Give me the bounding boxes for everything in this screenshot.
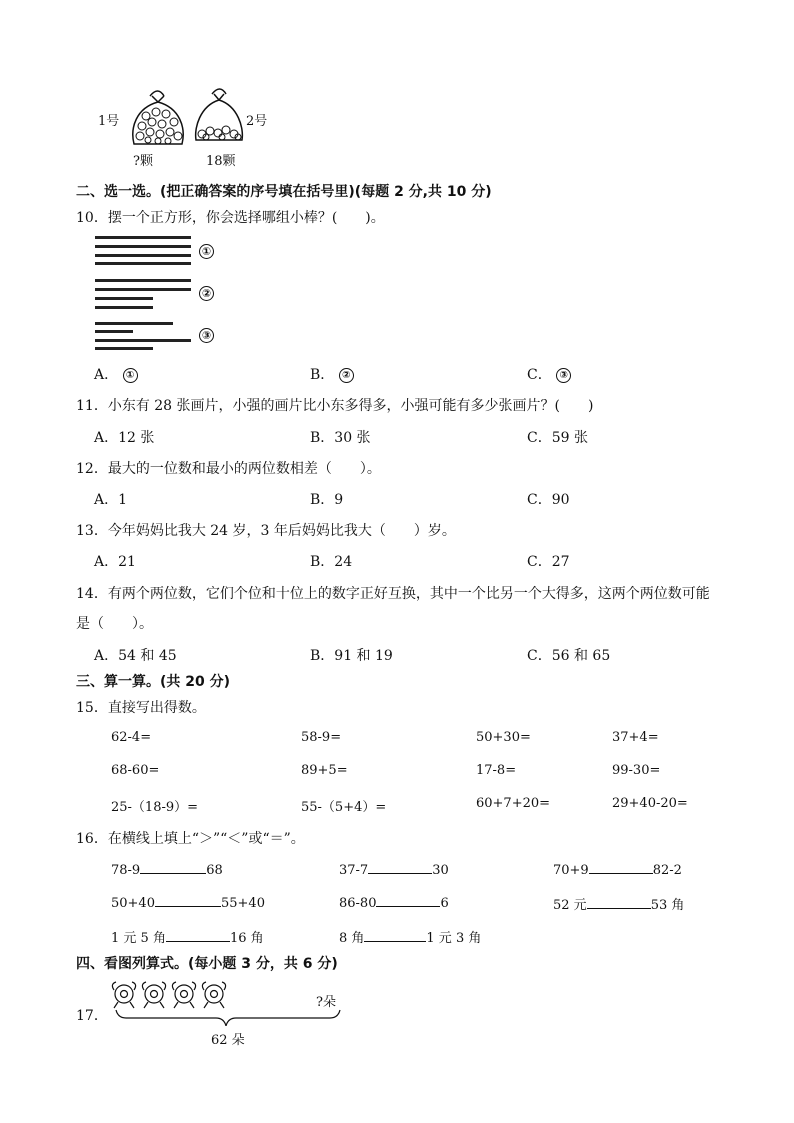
calc-item: 55-（5+4）= — [301, 800, 387, 815]
compare-right: 6 — [440, 896, 449, 911]
q14-option-b[interactable]: B．91 和 19 — [310, 648, 393, 664]
q10-option-a[interactable] — [94, 364, 138, 384]
compare-item — [553, 861, 682, 878]
answer-blank[interactable] — [166, 929, 230, 942]
q14-option-a[interactable]: A．54 和 45 — [94, 648, 177, 664]
q17-number: 17． — [76, 1008, 108, 1024]
compare-left: 37-7 — [339, 863, 369, 878]
q11-option-c[interactable]: C．59 张 — [527, 430, 588, 446]
group-label-2: ② — [199, 286, 214, 301]
bag2-count: 18颗 — [206, 154, 236, 169]
answer-blank[interactable] — [155, 894, 221, 907]
compare-left: 8 角 — [339, 931, 365, 946]
q11-option-b[interactable]: B．30 张 — [310, 430, 371, 446]
compare-item — [339, 894, 449, 911]
bag2-icon — [192, 84, 248, 150]
total-label: 62 朵 — [211, 1033, 245, 1048]
compare-right: 1 元 3 角 — [426, 931, 482, 946]
flower-icon — [202, 982, 225, 1008]
calc-item: 29+40-20= — [612, 796, 688, 811]
q13-option-b[interactable]: B．24 — [310, 554, 353, 570]
answer-blank[interactable] — [589, 861, 653, 874]
calc-item: 58-9= — [301, 730, 342, 745]
bag1-count: ?颗 — [133, 154, 153, 169]
calc-item: 25-（18-9）= — [111, 800, 199, 815]
q12-option-c[interactable]: C．90 — [527, 492, 570, 508]
compare-item — [339, 861, 449, 878]
option-letter: C． — [527, 367, 552, 383]
compare-left: 52 元 — [553, 898, 587, 913]
section2-title: 二、选一选。(把正确答案的序号填在括号里)(每题 2 分,共 10 分) — [76, 184, 492, 200]
compare-right: 55+40 — [220, 896, 265, 911]
calc-item: 62-4= — [111, 730, 152, 745]
option-value: ③ — [556, 368, 571, 383]
compare-item — [339, 927, 481, 946]
bag1-icon — [128, 84, 188, 150]
q14-text-line2: 是（ ）。 — [76, 616, 153, 632]
compare-item — [111, 894, 265, 911]
calc-item: 60+7+20= — [476, 796, 551, 811]
calc-item: 37+4= — [612, 730, 659, 745]
group-label-1: ① — [199, 244, 214, 259]
flower-icon — [142, 982, 165, 1008]
brace — [116, 1010, 340, 1026]
compare-left: 1 元 5 角 — [111, 931, 166, 946]
answer-blank[interactable] — [364, 929, 426, 942]
flower-icon — [112, 982, 135, 1008]
flower-diagram — [108, 980, 348, 1026]
answer-blank[interactable] — [368, 861, 432, 874]
q10-text: 10．摆一个正方形，你会选择哪组小棒？( )。 — [76, 210, 385, 226]
calc-item: 17-8= — [476, 763, 517, 778]
q10-option-b[interactable] — [310, 364, 354, 384]
compare-right: 30 — [432, 863, 449, 878]
calc-item: 99-30= — [612, 763, 661, 778]
option-value: ② — [339, 368, 354, 383]
unknown-label: ?朵 — [316, 995, 336, 1010]
bag2-label: 2号 — [246, 114, 268, 129]
answer-blank[interactable] — [587, 896, 651, 909]
q12-option-a[interactable]: A．1 — [94, 492, 128, 508]
q16-text: 16．在横线上填上“＞”“＜”或“＝”。 — [76, 831, 305, 847]
compare-right: 53 角 — [650, 898, 685, 913]
compare-item — [553, 894, 684, 913]
option-value: ① — [123, 368, 138, 383]
compare-left: 50+40 — [111, 896, 155, 911]
compare-right: 68 — [206, 863, 223, 878]
q15-text: 15．直接写出得数。 — [76, 700, 206, 716]
group-label-3: ③ — [199, 328, 214, 343]
q13-option-c[interactable]: C．27 — [527, 554, 570, 570]
q11-option-a[interactable]: A．12 张 — [94, 430, 155, 446]
answer-blank[interactable] — [376, 894, 440, 907]
compare-item — [111, 861, 223, 878]
compare-left: 78-9 — [111, 863, 141, 878]
section3-title: 三、算一算。(共 20 分) — [76, 674, 231, 690]
q14-text-line1: 14．有两个两位数，它们个位和十位上的数字正好互换，其中一个比另一个大得多，这两个两位数可能 — [76, 586, 710, 602]
answer-blank[interactable] — [140, 861, 206, 874]
option-letter: A． — [94, 367, 119, 383]
q14-option-c[interactable]: C．56 和 65 — [527, 648, 611, 664]
calc-item: 89+5= — [301, 763, 348, 778]
q13-text: 13．今年妈妈比我大 24 岁，3 年后妈妈比我大（ ）岁。 — [76, 523, 456, 539]
compare-left: 70+9 — [553, 863, 589, 878]
option-letter: B． — [310, 367, 335, 383]
q13-option-a[interactable]: A．21 — [94, 554, 136, 570]
compare-right: 82-2 — [652, 863, 682, 878]
calc-item: 50+30= — [476, 730, 531, 745]
calc-item: 68-60= — [111, 763, 160, 778]
q10-option-c[interactable] — [527, 364, 571, 384]
compare-item — [111, 927, 264, 946]
section4-title: 四、看图列算式。(每小题 3 分，共 6 分) — [76, 956, 338, 972]
compare-left: 86-80 — [339, 896, 377, 911]
q12-option-b[interactable]: B．9 — [310, 492, 344, 508]
compare-right: 16 角 — [229, 931, 264, 946]
flower-icon — [172, 982, 195, 1008]
q11-text: 11．小东有 28 张画片，小强的画片比小东多得多，小强可能有多少张画片？( ) — [76, 398, 594, 414]
bag1-label: 1号 — [98, 114, 120, 129]
q12-text: 12．最大的一位数和最小的两位数相差（ ）。 — [76, 461, 381, 477]
